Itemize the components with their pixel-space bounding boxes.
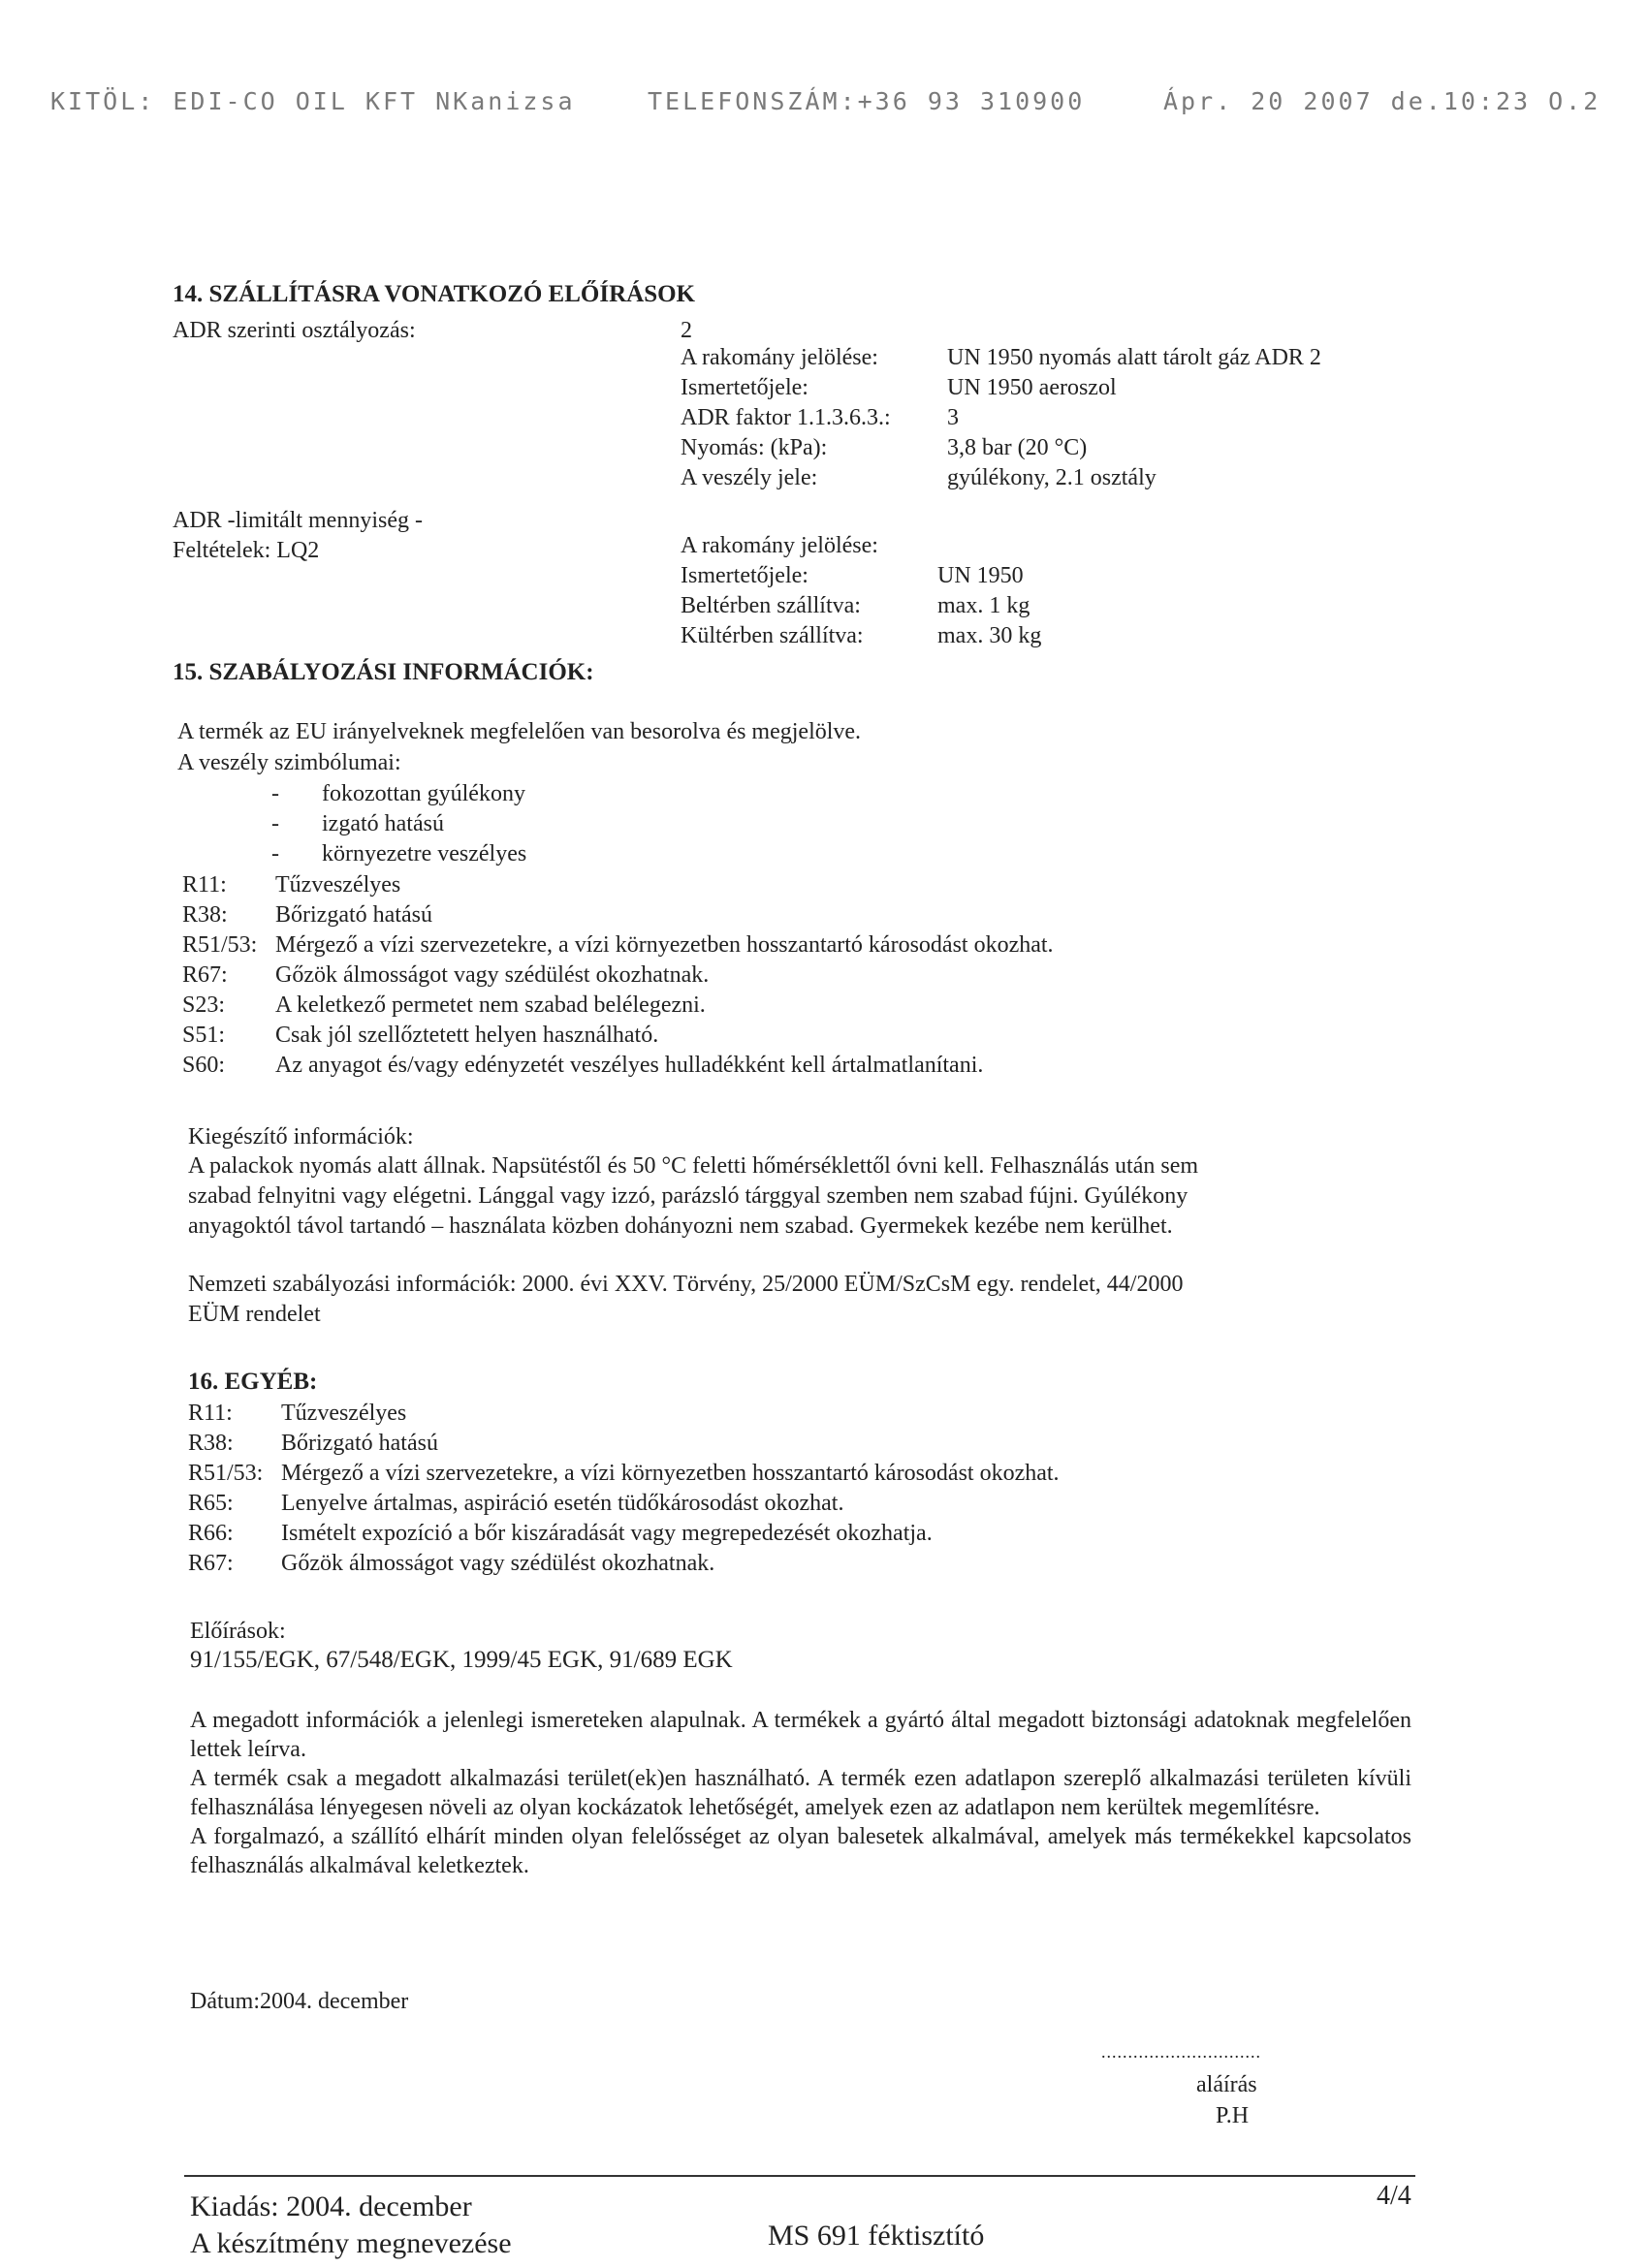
hazard-symbols-label: A veszély szimbólumai:	[177, 750, 401, 775]
fax-datetime: Ápr. 20 2007 de.10:23 O.2	[1163, 87, 1601, 115]
phrase-text: Bőrizgató hatású	[281, 1431, 438, 1456]
phrase-row	[182, 930, 1054, 961]
phrase-code: R67:	[188, 1551, 234, 1576]
transport-label: Nyomás: (kPa):	[681, 435, 828, 460]
hazard-symbol-text: fokozottan gyúlékony	[322, 781, 525, 806]
phrase-row	[182, 961, 1054, 991]
supplementary-line: A palackok nyomás alatt állnak. Napsütéstől és 50 °C feletti hőmérséklettől óvni kell. Felhasználás után sem	[188, 1153, 1199, 1179]
phrase-text: Lenyelve ártalmas, aspiráció esetén tüdőkárosodást okozhat.	[281, 1491, 844, 1516]
phrase-text: Tűzveszélyes	[275, 872, 401, 898]
disclaimer	[190, 1706, 1411, 1880]
phrase-row	[182, 991, 1054, 1021]
hazard-symbol-item: - fokozottan gyúlékony	[271, 781, 525, 806]
transport-value: 3,8 bar (20 °C)	[947, 435, 1088, 460]
limited-label: Ismertetőjele:	[681, 563, 808, 588]
regulations-list: 91/155/EGK, 67/548/EGK, 1999/45 EGK, 91/689 EGK	[190, 1647, 733, 1673]
phrase-row	[182, 1021, 1054, 1051]
phrase-row	[188, 1549, 1060, 1579]
limited-value: UN 1950	[937, 563, 1024, 588]
limited-quantity-label: ADR -limitált mennyiség -	[173, 508, 423, 533]
transport-row	[681, 433, 1321, 463]
limited-row	[681, 531, 1041, 561]
limited-value: max. 30 kg	[937, 623, 1042, 648]
phrase-code: R38:	[182, 902, 228, 928]
phrase-code: R38:	[188, 1431, 234, 1456]
phrase-text: Az anyagot és/vagy edényzetét veszélyes hulladékként kell ártalmatlanítani.	[275, 1053, 984, 1078]
adr-classification-value: 2	[681, 318, 692, 343]
other-phrases	[188, 1399, 1060, 1579]
phrase-code: S23:	[182, 992, 226, 1018]
phrase-code: R11:	[188, 1401, 233, 1426]
national-regulation-line: EÜM rendelet	[188, 1302, 321, 1327]
footer-product-label: A készítmény megnevezése	[190, 2227, 512, 2259]
phrase-row	[188, 1519, 1060, 1549]
transport-row	[681, 343, 1321, 373]
hazard-symbol-text: környezetre veszélyes	[322, 841, 527, 866]
supplementary-info-label: Kiegészítő információk:	[188, 1124, 414, 1150]
disclaimer-paragraph: A megadott információk a jelenlegi ismereteken alapulnak. A termékek a gyártó által megadott biztonsági adatoknak megfelelően lettek leírva.	[190, 1708, 1411, 1762]
supplementary-info-text	[188, 1151, 1198, 1242]
phrase-text: Mérgező a vízi szervezetekre, a vízi környezetben hosszantartó károsodást okozhat.	[281, 1461, 1060, 1486]
transport-value: 3	[947, 405, 959, 430]
limited-row	[681, 621, 1041, 651]
phrase-row	[182, 870, 1054, 900]
regulations-label: Előírások:	[190, 1619, 286, 1644]
risk-safety-phrases	[182, 870, 1054, 1081]
phrase-text: A keletkező permetet nem szabad belélegezni.	[275, 992, 706, 1018]
section-16-title: 16. EGYÉB:	[188, 1369, 318, 1395]
transport-row	[681, 403, 1321, 433]
transport-label: Ismertetőjele:	[681, 375, 808, 400]
transport-label: A veszély jele:	[681, 465, 818, 490]
hazard-symbol-item: - környezetre veszélyes	[271, 841, 527, 866]
limited-quantity-table	[681, 531, 1041, 651]
national-regulation-line: Nemzeti szabályozási információk: 2000. évi XXV. Törvény, 25/2000 EÜM/SzCsM egy. rendelet, 44/2000	[188, 1272, 1184, 1297]
limited-row	[681, 561, 1041, 591]
transport-value: gyúlékony, 2.1 osztály	[947, 465, 1157, 490]
limited-label: Kültérben szállítva:	[681, 623, 864, 648]
hazard-symbol-text: izgató hatású	[322, 811, 444, 836]
phrase-code: S51:	[182, 1023, 226, 1048]
phrase-row	[182, 900, 1054, 930]
phrase-row	[188, 1489, 1060, 1519]
phrase-text: Gőzök álmosságot vagy szédülést okozhatnak.	[281, 1551, 715, 1576]
phrase-code: R51/53:	[188, 1461, 264, 1486]
phrase-text: Mérgező a vízi szervezetekre, a vízi környezetben hosszantartó károsodást okozhat.	[275, 932, 1054, 958]
phrase-text: Tűzveszélyes	[281, 1401, 407, 1426]
phrase-code: R67:	[182, 962, 228, 988]
disclaimer-paragraph: A forgalmazó, a szállító elhárít minden olyan felelősséget az olyan balesetek alkalmával, amelyek más termékekkel kapcsolatos felhasználás alkalmával keletkeztek.	[190, 1824, 1411, 1878]
transport-label: ADR faktor 1.1.3.6.3.:	[681, 405, 891, 430]
hazard-symbol-item: - izgató hatású	[271, 811, 444, 836]
adr-classification-label: ADR szerinti osztályozás:	[173, 318, 416, 343]
section-15-title: 15. SZABÁLYOZÁSI INFORMÁCIÓK:	[173, 659, 594, 685]
phrase-code: R51/53:	[182, 932, 258, 958]
signature-dotted-line: ..............................	[1101, 2042, 1261, 2062]
phrase-text: Bőrizgató hatású	[275, 902, 432, 928]
limited-value: max. 1 kg	[937, 593, 1030, 618]
footer-divider	[184, 2175, 1415, 2177]
limited-row	[681, 591, 1041, 621]
hazard-symbols-list	[271, 779, 526, 869]
phrase-text: Gőzök álmosságot vagy szédülést okozhatnak.	[275, 962, 710, 988]
stamp-label: P.H	[1216, 2103, 1250, 2128]
disclaimer-paragraph: A termék csak a megadott alkalmazási terület(ek)en használható. A termék ezen adatlapon szereplő alkalmazási területen kívüli felhasználása lényegesen növeli az olyan kockázatok lehetőségét, amelyek ezen az adatlapon nem kerültek megemlítésre.	[190, 1766, 1411, 1820]
fax-phone: TELEFONSZÁM:+36 93 310900	[648, 87, 1086, 115]
footer-page-number: 4/4	[1377, 2181, 1411, 2211]
transport-label: A rakomány jelölése:	[681, 345, 878, 370]
phrase-row	[182, 1051, 1054, 1081]
phrase-text: Csak jól szellőztetett helyen használható.	[275, 1023, 659, 1048]
transport-row	[681, 463, 1321, 493]
phrase-code: R66:	[188, 1521, 234, 1546]
phrase-row	[188, 1459, 1060, 1489]
eu-classification-text: A termék az EU irányelveknek megfelelően van besorolva és megjelölve.	[177, 719, 862, 744]
transport-value: UN 1950 aeroszol	[947, 375, 1117, 400]
phrase-code: S60:	[182, 1053, 226, 1078]
supplementary-line: anyagoktól távol tartandó – használata közben dohányozni nem szabad. Gyermekek kezébe nem kerülhet.	[188, 1213, 1173, 1239]
signature-label: aláírás	[1196, 2072, 1257, 2097]
document-date: Dátum:2004. december	[190, 1989, 409, 2014]
supplementary-line: szabad felnyitni vagy elégetni. Lánggal vagy izzó, parázsló tárggyal szemben nem szabad fújni. Gyúlékony	[188, 1183, 1188, 1209]
phrase-row	[188, 1399, 1060, 1429]
phrase-row	[188, 1429, 1060, 1459]
national-regulation-text	[188, 1270, 1183, 1330]
phrase-text: Ismételt expozíció a bőr kiszáradását vagy megrepedezését okozhatja.	[281, 1521, 933, 1546]
phrase-code: R65:	[188, 1491, 234, 1516]
transport-value: UN 1950 nyomás alatt tárolt gáz ADR 2	[947, 345, 1321, 370]
transport-row	[681, 373, 1321, 403]
footer-issue-date: Kiadás: 2004. december	[190, 2190, 472, 2222]
footer-product-name: MS 691 féktisztító	[768, 2220, 985, 2252]
phrase-code: R11:	[182, 872, 227, 898]
conditions-label: Feltételek: LQ2	[173, 538, 320, 563]
limited-label: A rakomány jelölése:	[681, 533, 878, 558]
fax-sender: KITÖL: EDI-CO OIL KFT NKanizsa	[50, 87, 576, 115]
limited-label: Beltérben szállítva:	[681, 593, 861, 618]
transport-table	[681, 343, 1321, 493]
section-14-title: 14. SZÁLLÍTÁSRA VONATKOZÓ ELŐÍRÁSOK	[173, 281, 695, 307]
